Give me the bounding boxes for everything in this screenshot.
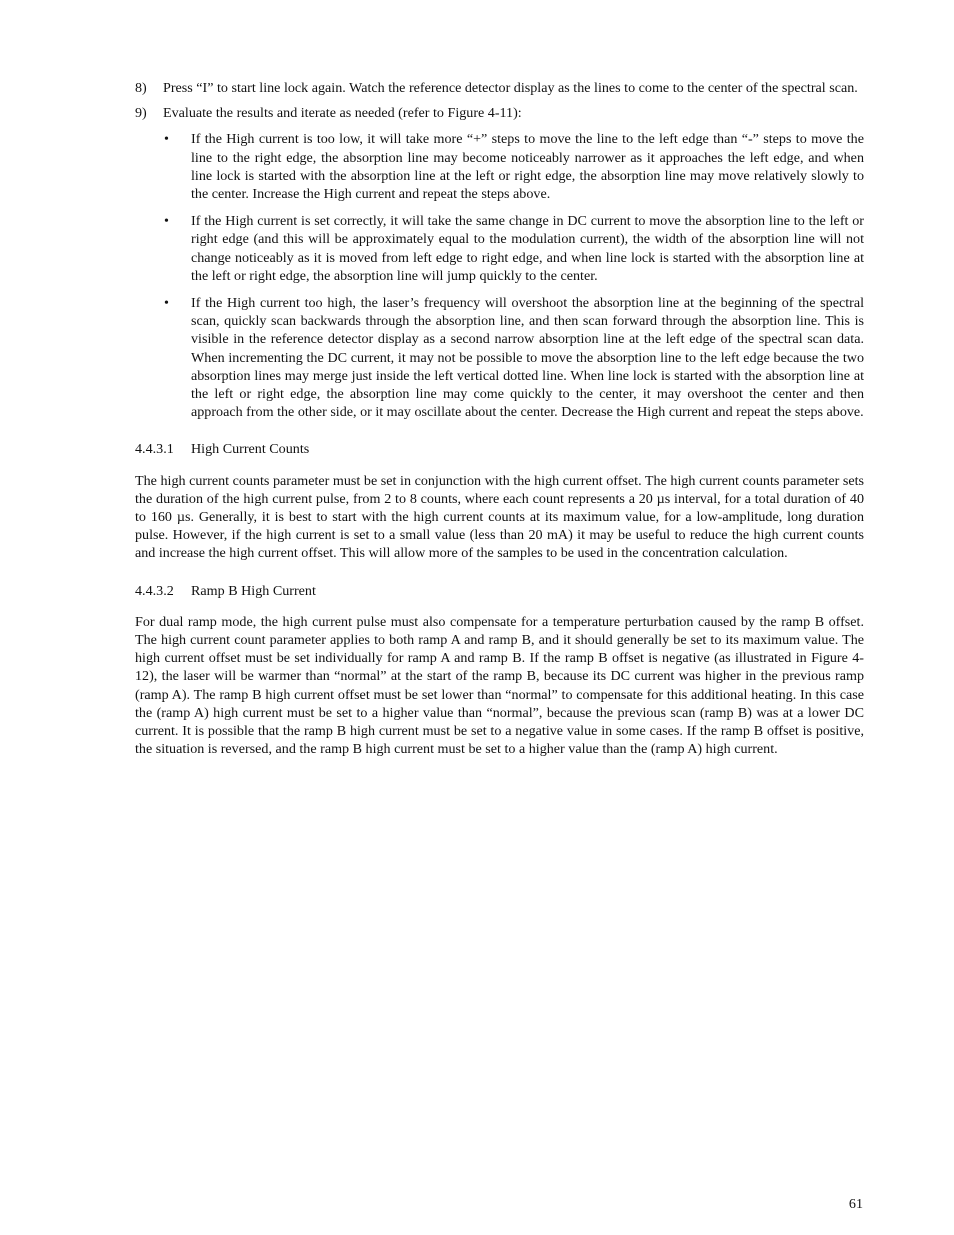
bullet-current-too-high bbox=[135, 294, 864, 421]
step-text: Evaluate the results and iterate as needed (refer to Figure 4-11): bbox=[163, 105, 522, 122]
bullet-text: If the High current is set correctly, it will take the same change in DC current to move the absorption line to the left or right edge (and this will be approximately equal to the modulation current), the width of the absorption line will not change noticeably as it is moved from left edge to right edge, and when line lock is started with the absorption line at the left or right edge, the absorption line will jump quickly to the center. bbox=[191, 213, 864, 284]
step-number: 9) bbox=[135, 105, 147, 122]
section-number: 4.4.3.2 bbox=[135, 582, 174, 599]
section-heading-ramp-b-high-current bbox=[135, 582, 864, 600]
section-number: 4.4.3.1 bbox=[135, 441, 174, 458]
bullet-icon: • bbox=[164, 131, 169, 148]
step-9 bbox=[135, 104, 864, 122]
step-8 bbox=[135, 79, 864, 97]
step-text: Press “I” to start line lock again. Watch the reference detector display as the lines to come to the center of the spectral scan. bbox=[163, 80, 858, 96]
section-body-high-current-counts: The high current counts parameter must be set in conjunction with the high current offset. The high current counts parameter sets the duration of the high current pulse, from 2 to 8 counts, where each count represents a 20 µs interval, for a total duration of 40 to 160 µs. Generally, it is best to start with the high current counts at its maximum value, for a low-amplitude, long duration pulse. However, if the high current is set to a small value (less than 20 mA) it may be useful to reduce the high current counts and increase the high current offset. This will allow more of the samples to be used in the concentration calculation. bbox=[135, 472, 864, 562]
bullet-text: If the High current too high, the laser’s frequency will overshoot the absorption line at the beginning of the spectral scan, quickly scan backwards through the absorption line, and then scan forward through the absorption line. This is visible in the reference detector display as a second narrow absorption line at the left edge of the spectral scan data. When incrementing the DC current, it may not be possible to move the absorption line to the left edge because the two absorption lines may merge just inside the left vertical dotted line. When line lock is started with the absorption line at the left or right edge, the absorption line may come quickly to the center, it may overshoot the center and then approach from the other side, or it may oscillate about the center. Decrease the High current and repeat the steps above. bbox=[191, 295, 864, 421]
section-body-ramp-b-high-current: For dual ramp mode, the high current pulse must also compensate for a temperature perturbation caused by the ramp B offset. The high current count parameter applies to both ramp A and ramp B, and it should generally be set to its maximum value. The high current offset must be set individually for ramp A and ramp B. If the ramp B offset is negative (as illustrated in Figure 4-12), the laser will be warmer than “normal” at the start of the ramp B, because its DC current was higher in the previous ramp (ramp A). The ramp B high current offset must be set lower than “normal” to compensate for this additional heating. In this case the (ramp A) high current must be set to a higher value than “normal”, because the previous scan (ramp B) was at a lower DC current. It is possible that the ramp B high current must be set to a negative value in some cases. If the ramp B offset is positive, the situation is reversed, and the ramp B high current must be set to a higher value than the (ramp A) high current. bbox=[135, 613, 864, 758]
bullet-text: If the High current is too low, it will take more “+” steps to move the line to the left edge than “-” steps to move the line to the right edge, the absorption line may become noticeably narrower as it approaches the left edge, and when line lock is started with the absorption line at the left or right edge, the absorption line may move relatively slowly to the center. Increase the High current and repeat the steps above. bbox=[191, 131, 864, 203]
section-title: Ramp B High Current bbox=[191, 582, 316, 599]
evaluation-bullet-list bbox=[135, 130, 864, 421]
bullet-icon: • bbox=[164, 213, 169, 230]
bullet-icon: • bbox=[164, 295, 169, 312]
bullet-current-correct bbox=[135, 212, 864, 285]
section-heading-high-current-counts bbox=[135, 440, 864, 458]
bullet-current-too-low bbox=[135, 130, 864, 203]
step-number: 8) bbox=[135, 80, 147, 96]
document-page bbox=[135, 79, 864, 773]
page-number: 61 bbox=[848, 1196, 863, 1212]
section-title: High Current Counts bbox=[191, 441, 310, 458]
